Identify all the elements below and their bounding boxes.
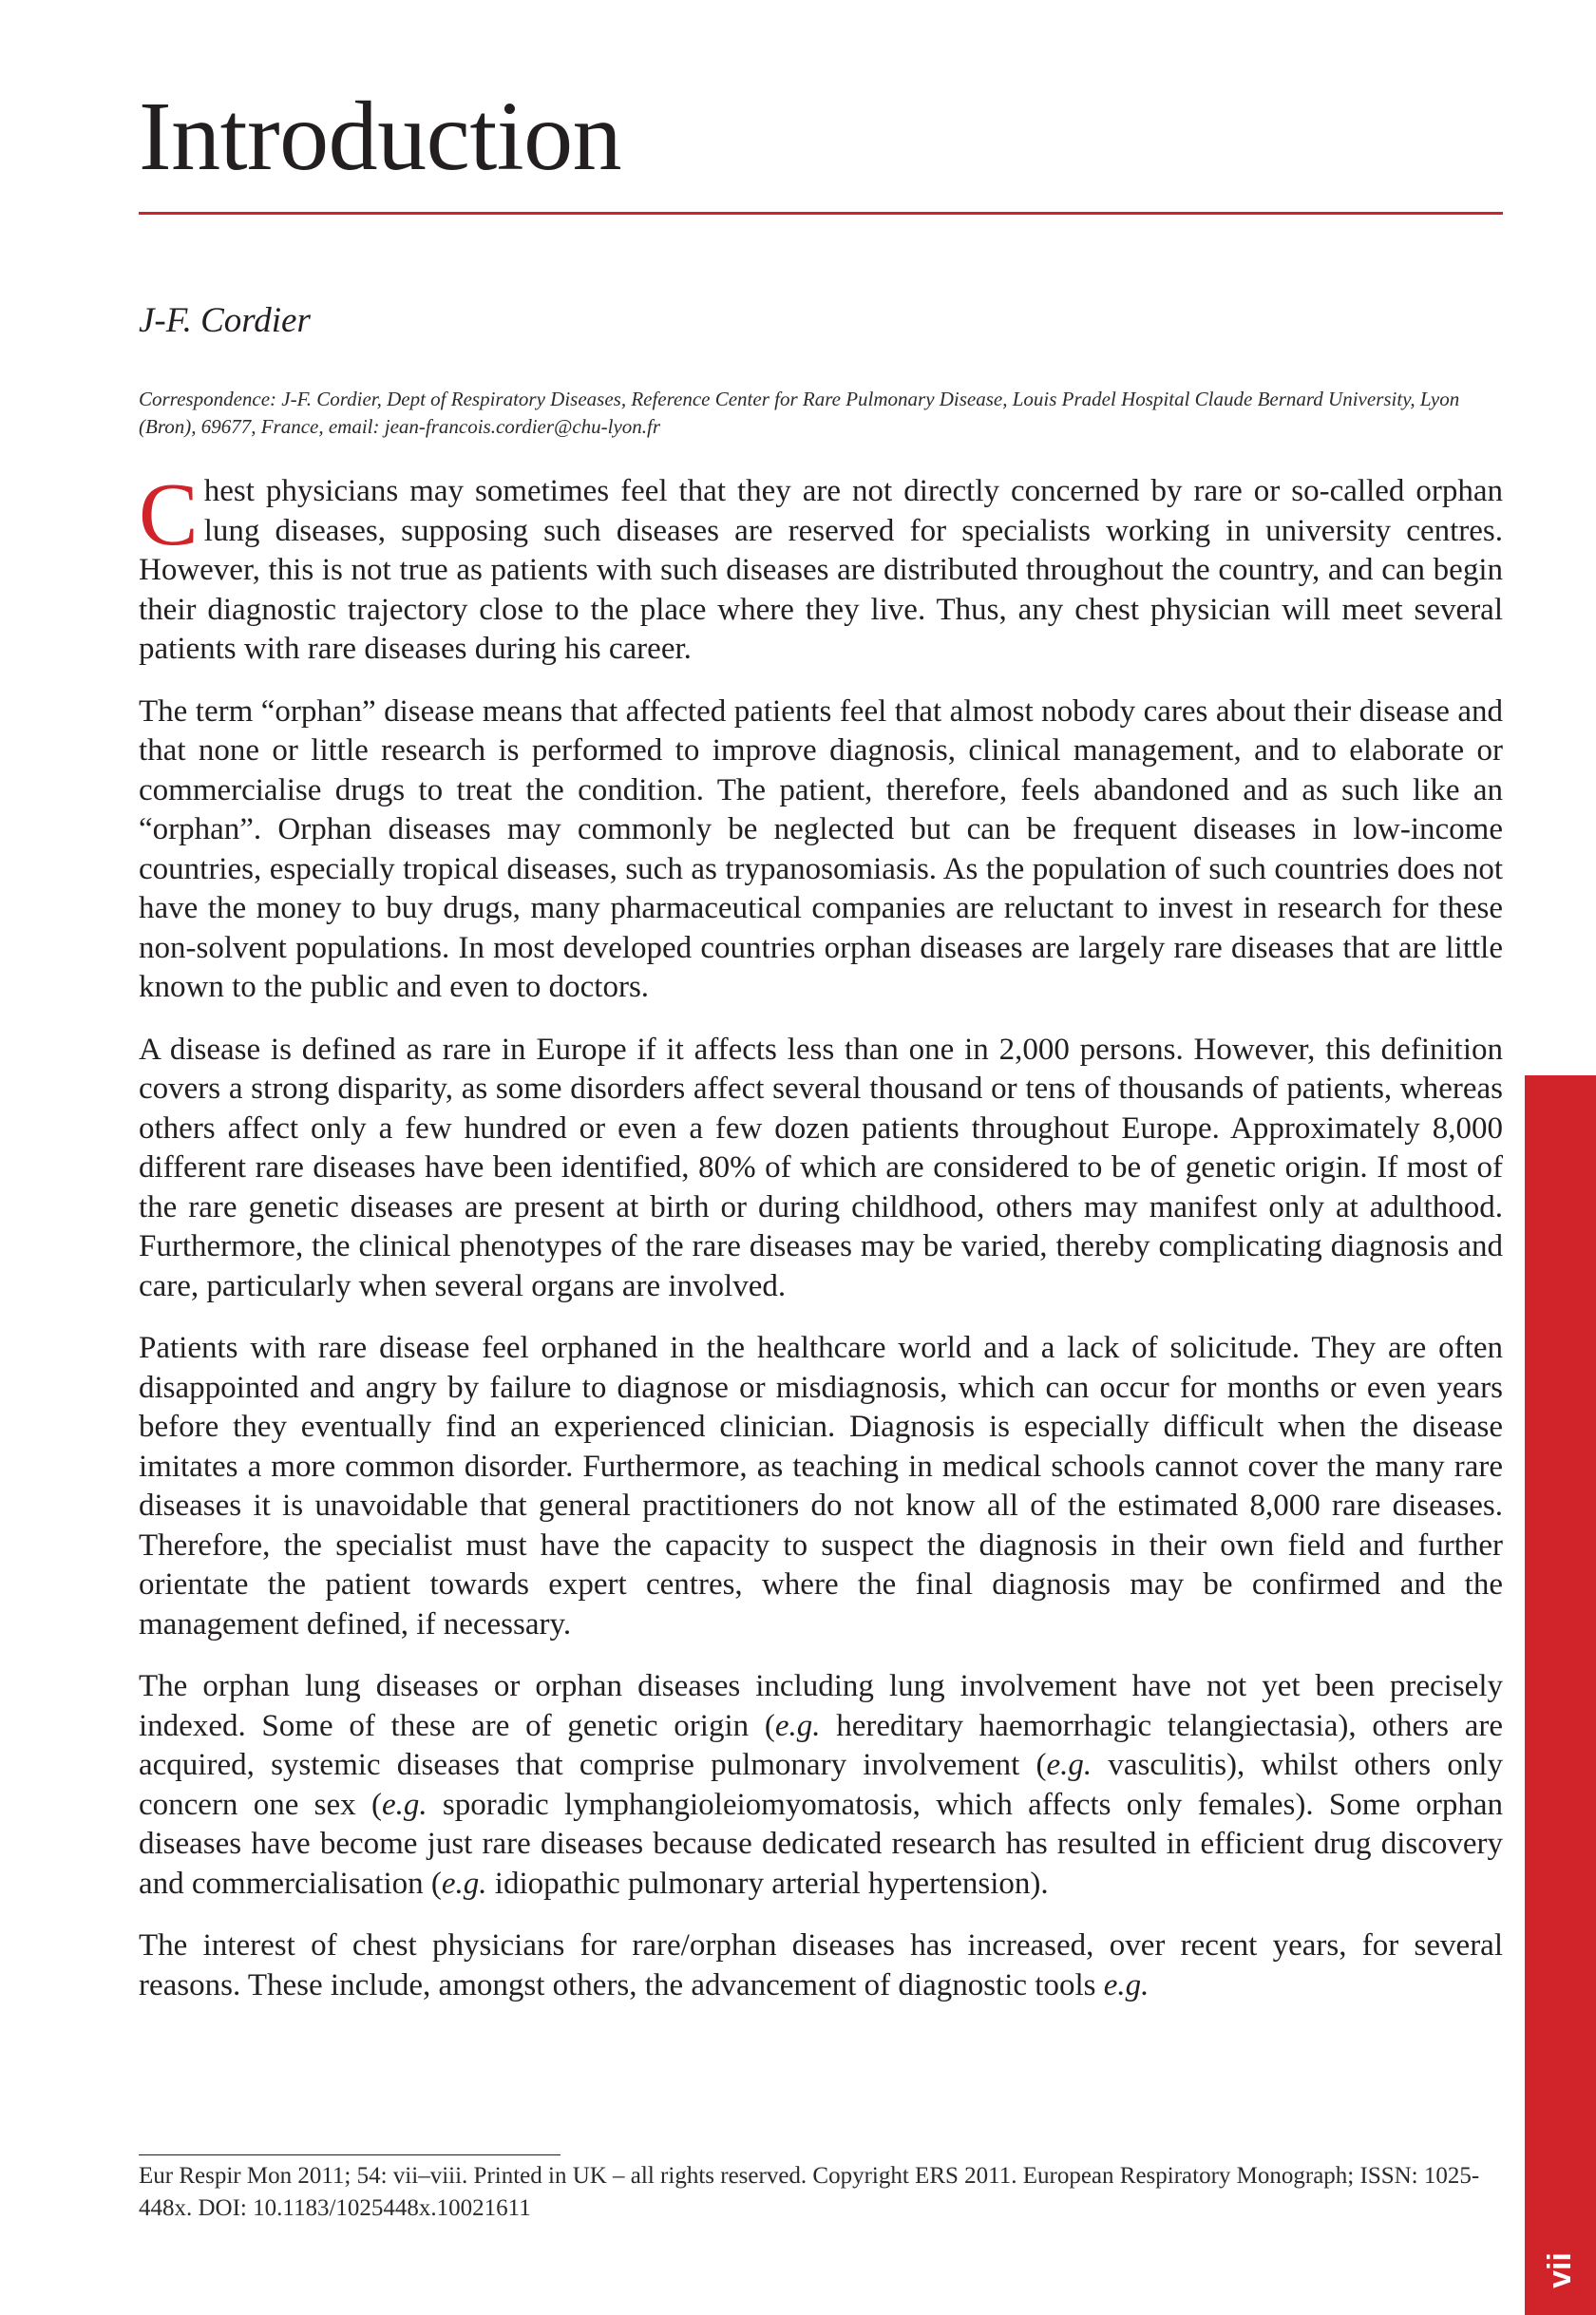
paragraph-text: idiopathic pulmonary arterial hypertension).: [486, 1866, 1049, 1901]
paragraph-text: hereditary haemorrhagic telangiectasia), others are acquired, systemic diseases that comprise pulmonary involvement (: [139, 1708, 1503, 1782]
body-paragraph-5: [139, 1667, 1503, 1904]
footnote-rule: [139, 2154, 560, 2155]
body-paragraph-1: [139, 465, 1503, 670]
author-name: J-F. Cordier: [139, 301, 311, 340]
eg-abbreviation: e.g.: [381, 1787, 428, 1822]
page-title: Introduction: [139, 82, 622, 191]
body-paragraph-2: The term “orphan” disease means that affected patients feel that almost nobody cares about their disease and that none or little research is performed to improve diagnosis, clinical management, and to elaborate or commercialise drugs to treat the condition. The patient, therefore, feels abandoned and as such like an “orphan”. Orphan diseases may commonly be neglected but can be frequent diseases in low-income countries, especially tropical diseases, such as trypanosomiasis. As the population of such countries does not have the money to buy drugs, many pharmaceutical companies are reluctant to invest in research for these non-solvent populations. In most developed countries orphan diseases are largely rare diseases that are little known to the public and even to doctors.: [139, 693, 1503, 1004]
drop-cap: C: [139, 465, 199, 564]
body-paragraph-6: [139, 1926, 1503, 2005]
article-body: [139, 465, 1503, 2028]
citation-footnote: Eur Respir Mon 2011; 54: vii–viii. Printed in UK – all rights reserved. Copyright ERS 2011. European Respiratory Monograph; ISSN: 1025-448x. DOI: 10.1183/1025448x.10021611: [139, 2163, 1480, 2221]
eg-abbreviation: e.g.: [774, 1708, 821, 1743]
paragraph-text: The orphan lung diseases or orphan diseases including lung involvement have not yet been precisely indexed. Some of these are of genetic origin (: [139, 1669, 1503, 1743]
title-rule: [139, 212, 1503, 215]
paragraph-text: sporadic lymphangioleiomyomatosis, which affects only females). Some orphan diseases have become just rare diseases because dedicated research has resulted in efficient drug discovery and commercialisation (: [139, 1787, 1503, 1901]
page-number: vii: [1542, 2252, 1578, 2288]
eg-abbreviation: e.g.: [1046, 1748, 1092, 1782]
correspondence-note: Correspondence: J-F. Cordier, Dept of Respiratory Diseases, Reference Center for Rare Pulmonary Disease, Louis Pradel Hospital Claude Bernard University, Lyon (Bron), 69677, France, email: jean-francois.cordier@chu-lyon.fr: [139, 388, 1460, 438]
body-paragraph-4: Patients with rare disease feel orphaned in the healthcare world and a lack of solicitude. They are often disappointed and angry by failure to diagnose or misdiagnosis, which can occur for months or even years before they eventually find an experienced clinician. Diagnosis is especially difficult when the disease imitates a more common disorder. Furthermore, as teaching in medical schools cannot cover the many rare diseases it is unavoidable that general practitioners do not know all of the estimated 8,000 rare diseases. Therefore, the specialist must have the capacity to suspect the diagnosis in their own field and further orientate the patient towards expert centres, where the final diagnosis may be confirmed and the management defined, if necessary.: [139, 1331, 1503, 1641]
paragraph-text: The interest of chest physicians for rare/orphan diseases has increased, over recent years, for several reasons. These include, amongst others, the advancement of diagnostic tools: [139, 1928, 1503, 2002]
paragraph-text: vasculitis), whilst others only concern one sex (: [139, 1748, 1503, 1822]
side-accent-tab: [1525, 1075, 1596, 2315]
body-paragraph-3: A disease is defined as rare in Europe if it affects less than one in 2,000 persons. However, this definition covers a strong disparity, as some disorders affect several thousand or tens of thousands of patients, whereas others affect only a few hundred or even a few dozen patients throughout Europe. Approximately 8,000 different rare diseases have been identified, 80% of which are considered to be of genetic origin. If most of the rare genetic diseases are present at birth or during childhood, others may manifest only at adulthood. Furthermore, the clinical phenotypes of the rare diseases may be varied, thereby complicating diagnosis and care, particularly when several organs are involved.: [139, 1032, 1503, 1303]
eg-abbreviation: e.g.: [1103, 1967, 1150, 2002]
paragraph-text: hest physicians may sometimes feel that they are not directly concerned by rare or so-called orphan lung diseases, supposing such diseases are reserved for specialists working in university centres. However, this is not true as patients with such diseases are distributed throughout the country, and can begin their diagnostic trajectory close to the place where they live. Thus, any chest physician will meet several patients with rare diseases during his career.: [139, 474, 1503, 666]
eg-abbreviation: e.g.: [441, 1866, 487, 1901]
